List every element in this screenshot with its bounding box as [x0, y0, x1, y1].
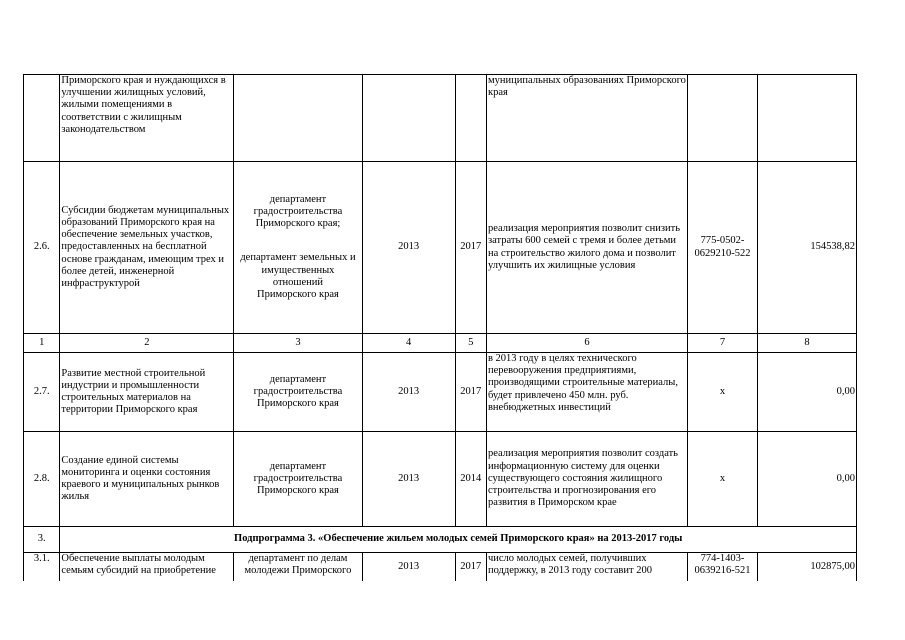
cell-start-year	[362, 75, 455, 162]
cell-budget-code: 774-1403-0639216-521	[688, 553, 758, 581]
cell-measure-name: Субсидии бюджетам муниципальных образований Приморского края на обеспечение земельных участков, предоставленных на бесплатной основе гражданам, имеющим трех и более детей, инженерной инфраструктурой	[60, 162, 234, 334]
cell-budget-code: х	[688, 432, 758, 527]
cell-amount: 154538,82	[757, 162, 856, 334]
cell-amount: 0,00	[757, 353, 856, 432]
table-row	[24, 432, 857, 527]
executor-line-2: департамент земельных и имущественных отношений	[240, 252, 356, 288]
col-header-8: 8	[757, 334, 856, 353]
cell-measure-name: Обеспечение выплаты молодым семьям субсидий на приобретение	[60, 553, 234, 581]
col-header-3: 3	[234, 334, 362, 353]
cell-budget-code	[688, 75, 758, 162]
cell-end-year: 2014	[455, 432, 486, 527]
cell-executor: департамент градостроительства Приморского края	[234, 353, 362, 432]
cell-end-year: 2017	[455, 162, 486, 334]
cell-executor: департамент градостроительства Приморского края	[234, 432, 362, 527]
subprogram-row	[24, 527, 857, 553]
table-row	[24, 162, 857, 334]
cell-end-year: 2017	[455, 353, 486, 432]
table-header-row	[24, 334, 857, 353]
cell-number: 2.8.	[24, 432, 60, 527]
cell-number: 3.1.	[24, 553, 60, 581]
cell-number: 3.	[24, 527, 60, 553]
cell-start-year: 2013	[362, 353, 455, 432]
cell-end-year: 2017	[455, 553, 486, 581]
program-measures-table	[23, 74, 857, 581]
cell-start-year: 2013	[362, 432, 455, 527]
cell-start-year: 2013	[362, 553, 455, 581]
cell-expected-result: муниципальных образованиях Приморского края	[486, 75, 687, 162]
subprogram-title: Подпрограмма 3. «Обеспечение жильем молодых семей Приморского края» на 2013-2017 годы	[60, 527, 857, 553]
cell-expected-result: в 2013 году в целях технического перевооружения предприятиями, производящими строительные материалы, будет привлечено 450 млн. руб. внебюджетных инвестиций	[486, 353, 687, 432]
cell-start-year: 2013	[362, 162, 455, 334]
table-row	[24, 553, 857, 581]
col-header-7: 7	[688, 334, 758, 353]
cell-number	[24, 75, 60, 162]
col-header-4: 4	[362, 334, 455, 353]
table-row	[24, 353, 857, 432]
cell-end-year	[455, 75, 486, 162]
cell-budget-code: 775-0502-0629210-522	[688, 162, 758, 334]
executor-line-3: Приморского края	[257, 289, 339, 300]
cell-measure-name: Создание единой системы мониторинга и оценки состояния краевого и муниципальных рынков жилья	[60, 432, 234, 527]
cell-measure-name: Приморского края и нуждающихся в улучшении жилищных условий, жилыми помещениями в соответствии с жилищным законодательством	[60, 75, 234, 162]
cell-measure-name: Развитие местной строительной индустрии и промышленности строительных материалов на территории Приморского края	[60, 353, 234, 432]
col-header-1: 1	[24, 334, 60, 353]
cell-number: 2.6.	[24, 162, 60, 334]
executor-line-1: департамент градостроительства Приморского края;	[253, 193, 343, 230]
cell-executor	[234, 162, 362, 334]
cell-amount: 102875,00	[757, 553, 856, 581]
cell-amount	[757, 75, 856, 162]
cell-executor: департамент по делам молодежи Приморского	[234, 553, 362, 581]
col-header-5: 5	[455, 334, 486, 353]
cell-expected-result: число молодых семей, получивших поддержку, в 2013 году составит 200	[486, 553, 687, 581]
col-header-2: 2	[60, 334, 234, 353]
cell-expected-result: реализация мероприятия позволит создать информационную систему для оценки существующего состояния жилищного строительства и прогнозирования его развития в Приморском крае	[486, 432, 687, 527]
cell-budget-code: х	[688, 353, 758, 432]
cell-amount: 0,00	[757, 432, 856, 527]
cell-number: 2.7.	[24, 353, 60, 432]
cell-expected-result: реализация мероприятия позволит снизить затраты 600 семей с тремя и более детьми на строительство жилого дома и позволит улучшить их жилищные условия	[486, 162, 687, 334]
table-row	[24, 75, 857, 162]
cell-executor	[234, 75, 362, 162]
col-header-6: 6	[486, 334, 687, 353]
